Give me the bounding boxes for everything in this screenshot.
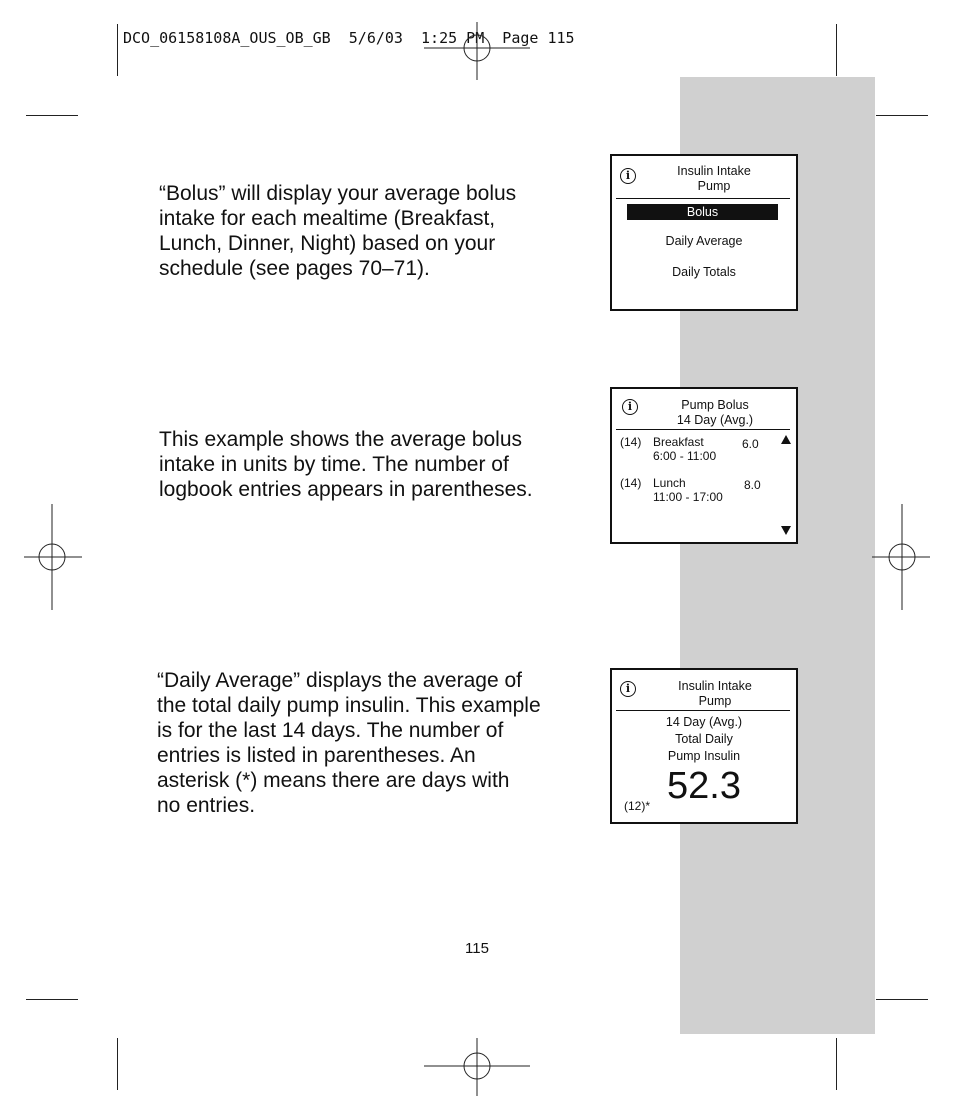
registration-mark-right	[872, 504, 930, 610]
menu-item-bolus: Bolus	[627, 204, 778, 220]
crop-mark-bottom-left-vertical	[117, 1038, 118, 1090]
info-icon: i	[620, 168, 636, 184]
crop-mark-bottom-left-horizontal	[26, 999, 78, 1000]
print-slug: DCO_06158108A_OUS_OB_GB 5/6/03 1:25 PM Page 115	[123, 29, 575, 47]
screen-header-line2: Pump	[697, 179, 731, 193]
registration-mark-bottom	[424, 1038, 530, 1096]
crop-mark-top-left-vertical	[117, 24, 118, 76]
row-time: 6:00 - 11:00	[653, 449, 717, 463]
crop-mark-bottom-right-vertical	[836, 1038, 837, 1090]
entries-count: (12)*	[624, 799, 651, 813]
screen-header-line1: Insulin Intake	[678, 679, 752, 693]
paragraph-example: This example shows the average bolus intake in units by time. The number of logbook entries appears in parentheses.	[159, 428, 533, 501]
row-count: (14)	[620, 435, 642, 449]
info-icon: i	[622, 399, 638, 415]
info-icon: i	[620, 681, 636, 697]
row-meal: Breakfast	[653, 435, 704, 449]
registration-mark-top	[424, 22, 530, 80]
paragraph-daily-average: “Daily Average” displays the average of the total daily pump insulin. This example is for the last 14 days. The number of entries is listed in parentheses. An asterisk (*) means there are days with no entries.	[157, 669, 541, 817]
screen-header	[642, 164, 786, 194]
device-screen-pump-bolus	[610, 387, 798, 544]
row-meal: Lunch	[653, 476, 686, 490]
crop-mark-top-left-horizontal	[26, 115, 78, 116]
menu-item-daily-totals: Daily Totals	[672, 265, 736, 279]
total-daily-label: Total Daily	[675, 732, 733, 746]
header-divider	[616, 710, 790, 711]
screen-header	[646, 679, 784, 709]
screen-header-line1: Pump Bolus	[681, 398, 749, 412]
header-divider	[616, 198, 790, 199]
menu-item-daily-average: Daily Average	[665, 234, 743, 248]
row-count: (14)	[620, 476, 642, 490]
screen-header	[648, 398, 782, 428]
pump-insulin-label: Pump Insulin	[667, 749, 741, 763]
screen-header-line2: 14 Day (Avg.)	[676, 413, 754, 427]
registration-mark-left	[24, 504, 82, 610]
row-value: 6.0	[742, 437, 759, 451]
device-screen-daily-average	[610, 668, 798, 824]
header-divider	[616, 429, 790, 430]
device-screen-insulin-intake-menu	[610, 154, 798, 311]
row-time: 11:00 - 17:00	[653, 490, 723, 504]
scroll-up-arrow-icon	[781, 435, 791, 444]
crop-mark-top-right-horizontal	[876, 115, 928, 116]
daily-average-value: 52.3	[667, 765, 741, 807]
period-label: 14 Day (Avg.)	[665, 715, 743, 729]
crop-mark-top-right-vertical	[836, 24, 837, 76]
page-number: 115	[465, 940, 489, 957]
scroll-down-arrow-icon	[781, 526, 791, 535]
paragraph-bolus: “Bolus” will display your average bolus intake for each mealtime (Breakfast, Lunch, Dinner, Night) based on your schedule (see pages 70–71).	[159, 182, 517, 280]
crop-mark-bottom-right-horizontal	[876, 999, 928, 1000]
row-value: 8.0	[744, 478, 761, 492]
screen-header-line1: Insulin Intake	[677, 164, 751, 178]
screen-header-line2: Pump	[698, 694, 732, 708]
